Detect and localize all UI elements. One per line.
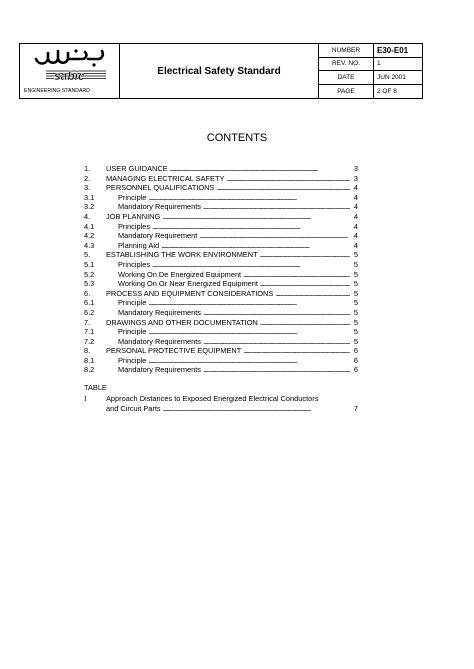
toc-entry-page: 4 (353, 192, 358, 202)
toc-entry-text (106, 250, 358, 260)
toc-entry-number: 4.3 (84, 240, 95, 250)
meta-label: REV. NO. (319, 58, 374, 71)
toc-entry-text (118, 298, 358, 308)
toc-entry[interactable] (84, 212, 358, 222)
toc-entry-text (106, 183, 358, 193)
toc-entry-label: Working On De Energized Equipment (118, 269, 242, 279)
dot-leader (226, 174, 350, 184)
meta-label: NUMBER (319, 44, 374, 57)
dot-leader (152, 222, 350, 232)
toc-entry-page: 5 (353, 327, 358, 337)
toc-entry-number: 5.2 (84, 269, 95, 279)
toc-entry-page: 5 (353, 250, 358, 260)
toc-entry-label: Principles (118, 221, 151, 231)
document-title: Electrical Safety Standard (120, 44, 319, 98)
dot-leader (148, 193, 350, 203)
toc-entry-page: 5 (353, 336, 358, 346)
table-page-number: 7 (353, 404, 358, 413)
dot-leader (243, 346, 350, 356)
toc-entry-number: 8.2 (84, 365, 95, 375)
meta-row-number (319, 44, 422, 58)
toc-entry-label: Planning Aid (118, 240, 160, 250)
toc-entry[interactable] (84, 327, 358, 337)
dot-leader (203, 202, 350, 212)
toc-entry[interactable] (84, 308, 358, 318)
toc-entry-page: 3 (353, 164, 358, 173)
toc-entry-text (118, 260, 358, 270)
toc-entry-label: PERSONAL PROTECTIVE EQUIPMENT (106, 346, 242, 356)
dot-leader (170, 164, 350, 174)
toc-entry[interactable] (84, 241, 358, 251)
toc-entry[interactable] (84, 202, 358, 212)
toc-entry-text (118, 279, 358, 289)
meta-label: DATE (319, 71, 374, 84)
meta-value: 1 (377, 60, 381, 68)
document-meta-table (319, 44, 422, 98)
dot-leader (148, 327, 350, 337)
toc-entry[interactable] (84, 174, 358, 184)
logo-wordmark: sabic (54, 69, 85, 83)
toc-entry-label: USER GUIDANCE (106, 164, 168, 173)
toc-entry[interactable] (84, 356, 358, 366)
dot-leader (216, 183, 350, 193)
meta-value: 2 OF 8 (377, 87, 397, 95)
toc-entry-page: 5 (353, 269, 358, 279)
toc-entry[interactable] (84, 279, 358, 289)
toc-entry-number: 8. (84, 346, 91, 356)
toc-entry-label: Mandatory Requirements (118, 365, 201, 375)
toc-entry-number: 3.1 (84, 192, 95, 202)
meta-row-page (319, 85, 422, 99)
toc-entry-number: 4. (84, 211, 91, 221)
meta-value: E30-E01 (377, 45, 409, 55)
toc-entry-text (118, 202, 358, 212)
toc-entry-number: 7.2 (84, 336, 95, 346)
table-of-contents (84, 164, 358, 375)
toc-entry-page: 5 (353, 279, 358, 289)
toc-entry-label: Principle (118, 355, 147, 365)
toc-entry-page: 6 (353, 365, 358, 375)
toc-entry-label: PERSONNEL QUALIFICATIONS (106, 183, 215, 193)
dot-leader (203, 308, 350, 318)
dot-leader (148, 356, 350, 366)
toc-entry[interactable] (84, 365, 358, 375)
toc-entry-page: 5 (353, 288, 358, 298)
toc-entry[interactable] (84, 183, 358, 193)
toc-entry-text (118, 337, 358, 347)
toc-entry-text (118, 193, 358, 203)
toc-entry-number: 3.2 (84, 202, 95, 212)
sabic-logo (32, 47, 108, 85)
toc-entry-page: 6 (353, 346, 358, 356)
toc-entry-text (118, 308, 358, 318)
toc-entry-number: 6.2 (84, 307, 95, 317)
toc-entry-page: 4 (353, 221, 358, 231)
contents-heading: CONTENTS (206, 132, 268, 144)
toc-entry-number: 6. (84, 288, 91, 298)
toc-entry-label: DRAWINGS AND OTHER DOCUMENTATION (106, 317, 258, 327)
meta-value: JUN 2001 (377, 73, 406, 81)
toc-entry-label: Mandatory Requirement (118, 231, 198, 241)
document-header (19, 43, 423, 99)
toc-entry-page: 3 (353, 173, 358, 183)
dot-leader (163, 404, 350, 413)
logo-subtitle: ENGINEERING STANDARD (24, 88, 90, 94)
meta-label: PAGE (319, 85, 374, 99)
dot-leader (162, 212, 350, 222)
toc-entry-number: 1. (84, 164, 91, 173)
dot-leader (275, 289, 350, 299)
toc-entry-page: 4 (353, 211, 358, 221)
table-number: I (84, 394, 87, 403)
toc-entry[interactable] (84, 164, 358, 174)
tables-heading: TABLE (84, 383, 107, 392)
toc-entry-label: Principles (118, 259, 151, 269)
toc-entry-number: 4.2 (84, 231, 95, 241)
toc-entry-page: 6 (353, 355, 358, 365)
toc-entry-text (106, 318, 358, 328)
toc-entry[interactable] (84, 337, 358, 347)
toc-entry-text (106, 346, 358, 356)
toc-entry-text (118, 222, 358, 232)
dot-leader (243, 270, 350, 280)
toc-entry-label: Principle (118, 327, 147, 337)
toc-entry[interactable] (84, 346, 358, 356)
toc-entry-number: 7. (84, 317, 91, 327)
toc-entry-text (118, 231, 358, 241)
dot-leader (152, 260, 350, 270)
toc-entry-number: 5. (84, 250, 91, 260)
toc-entry-number: 6.1 (84, 298, 95, 308)
toc-entry-text (118, 356, 358, 366)
toc-entry-text (118, 327, 358, 337)
dot-leader (260, 250, 350, 260)
toc-entry-page: 4 (353, 240, 358, 250)
logo-block (20, 44, 120, 98)
toc-entry-page: 4 (353, 202, 358, 212)
toc-entry-label: ESTABLISHING THE WORK ENVIRONMENT (106, 250, 258, 260)
toc-entry[interactable] (84, 222, 358, 232)
toc-entry-number: 5.1 (84, 259, 95, 269)
toc-entry-text (118, 365, 358, 375)
toc-entry-label: MANAGING ELECTRICAL SAFETY (106, 173, 225, 183)
toc-entry-text (106, 289, 358, 299)
toc-entry-label: PROCESS AND EQUIPMENT CONSIDERATIONS (106, 288, 274, 298)
table-title-line1: Approach Distances to Exposed Energized Electrical Conductors (106, 394, 319, 403)
toc-entry[interactable] (84, 250, 358, 260)
toc-entry[interactable] (84, 193, 358, 203)
toc-entry-page: 4 (353, 231, 358, 241)
toc-entry-page: 5 (353, 317, 358, 327)
toc-entry-number: 2. (84, 173, 91, 183)
dot-leader (203, 337, 350, 347)
toc-entry-label: Mandatory Requirements (118, 336, 201, 346)
toc-entry-number: 3. (84, 183, 91, 193)
toc-entry-text (106, 174, 358, 184)
toc-entry-label: Mandatory Requirements (118, 307, 201, 317)
dot-leader (203, 365, 350, 375)
dot-leader (260, 318, 350, 328)
toc-entry-label: Mandatory Requirements (118, 202, 201, 212)
toc-entry[interactable] (84, 260, 358, 270)
dot-leader (260, 279, 350, 289)
toc-entry-label: JOB PLANNING (106, 211, 161, 221)
toc-entry[interactable] (84, 270, 358, 280)
toc-entry-text (106, 212, 358, 222)
toc-entry[interactable] (84, 231, 358, 241)
toc-entry-text (118, 270, 358, 280)
toc-entry-page: 5 (353, 307, 358, 317)
toc-entry-number: 7.1 (84, 327, 95, 337)
table-title-line2-row (106, 404, 358, 413)
toc-entry[interactable] (84, 298, 358, 308)
meta-row-date (319, 71, 422, 85)
toc-entry-text (106, 164, 358, 174)
dot-leader (161, 241, 350, 251)
meta-row-revision (319, 58, 422, 72)
toc-entry-page: 5 (353, 259, 358, 269)
toc-entry-number: 8.1 (84, 355, 95, 365)
toc-entry[interactable] (84, 289, 358, 299)
toc-entry-label: Principle (118, 192, 147, 202)
table-title-line2: and Circuit Parts (106, 404, 161, 413)
dot-leader (199, 231, 350, 241)
toc-entry-page: 5 (353, 298, 358, 308)
toc-entry[interactable] (84, 318, 358, 328)
toc-entry-number: 5.3 (84, 279, 95, 289)
toc-entry-page: 4 (353, 183, 358, 193)
toc-entry-text (118, 241, 358, 251)
toc-entry-label: Working On Or Near Energized Equipment (118, 279, 258, 289)
dot-leader (148, 298, 350, 308)
toc-entry-number: 4.1 (84, 221, 95, 231)
toc-entry-label: Principle (118, 298, 147, 308)
